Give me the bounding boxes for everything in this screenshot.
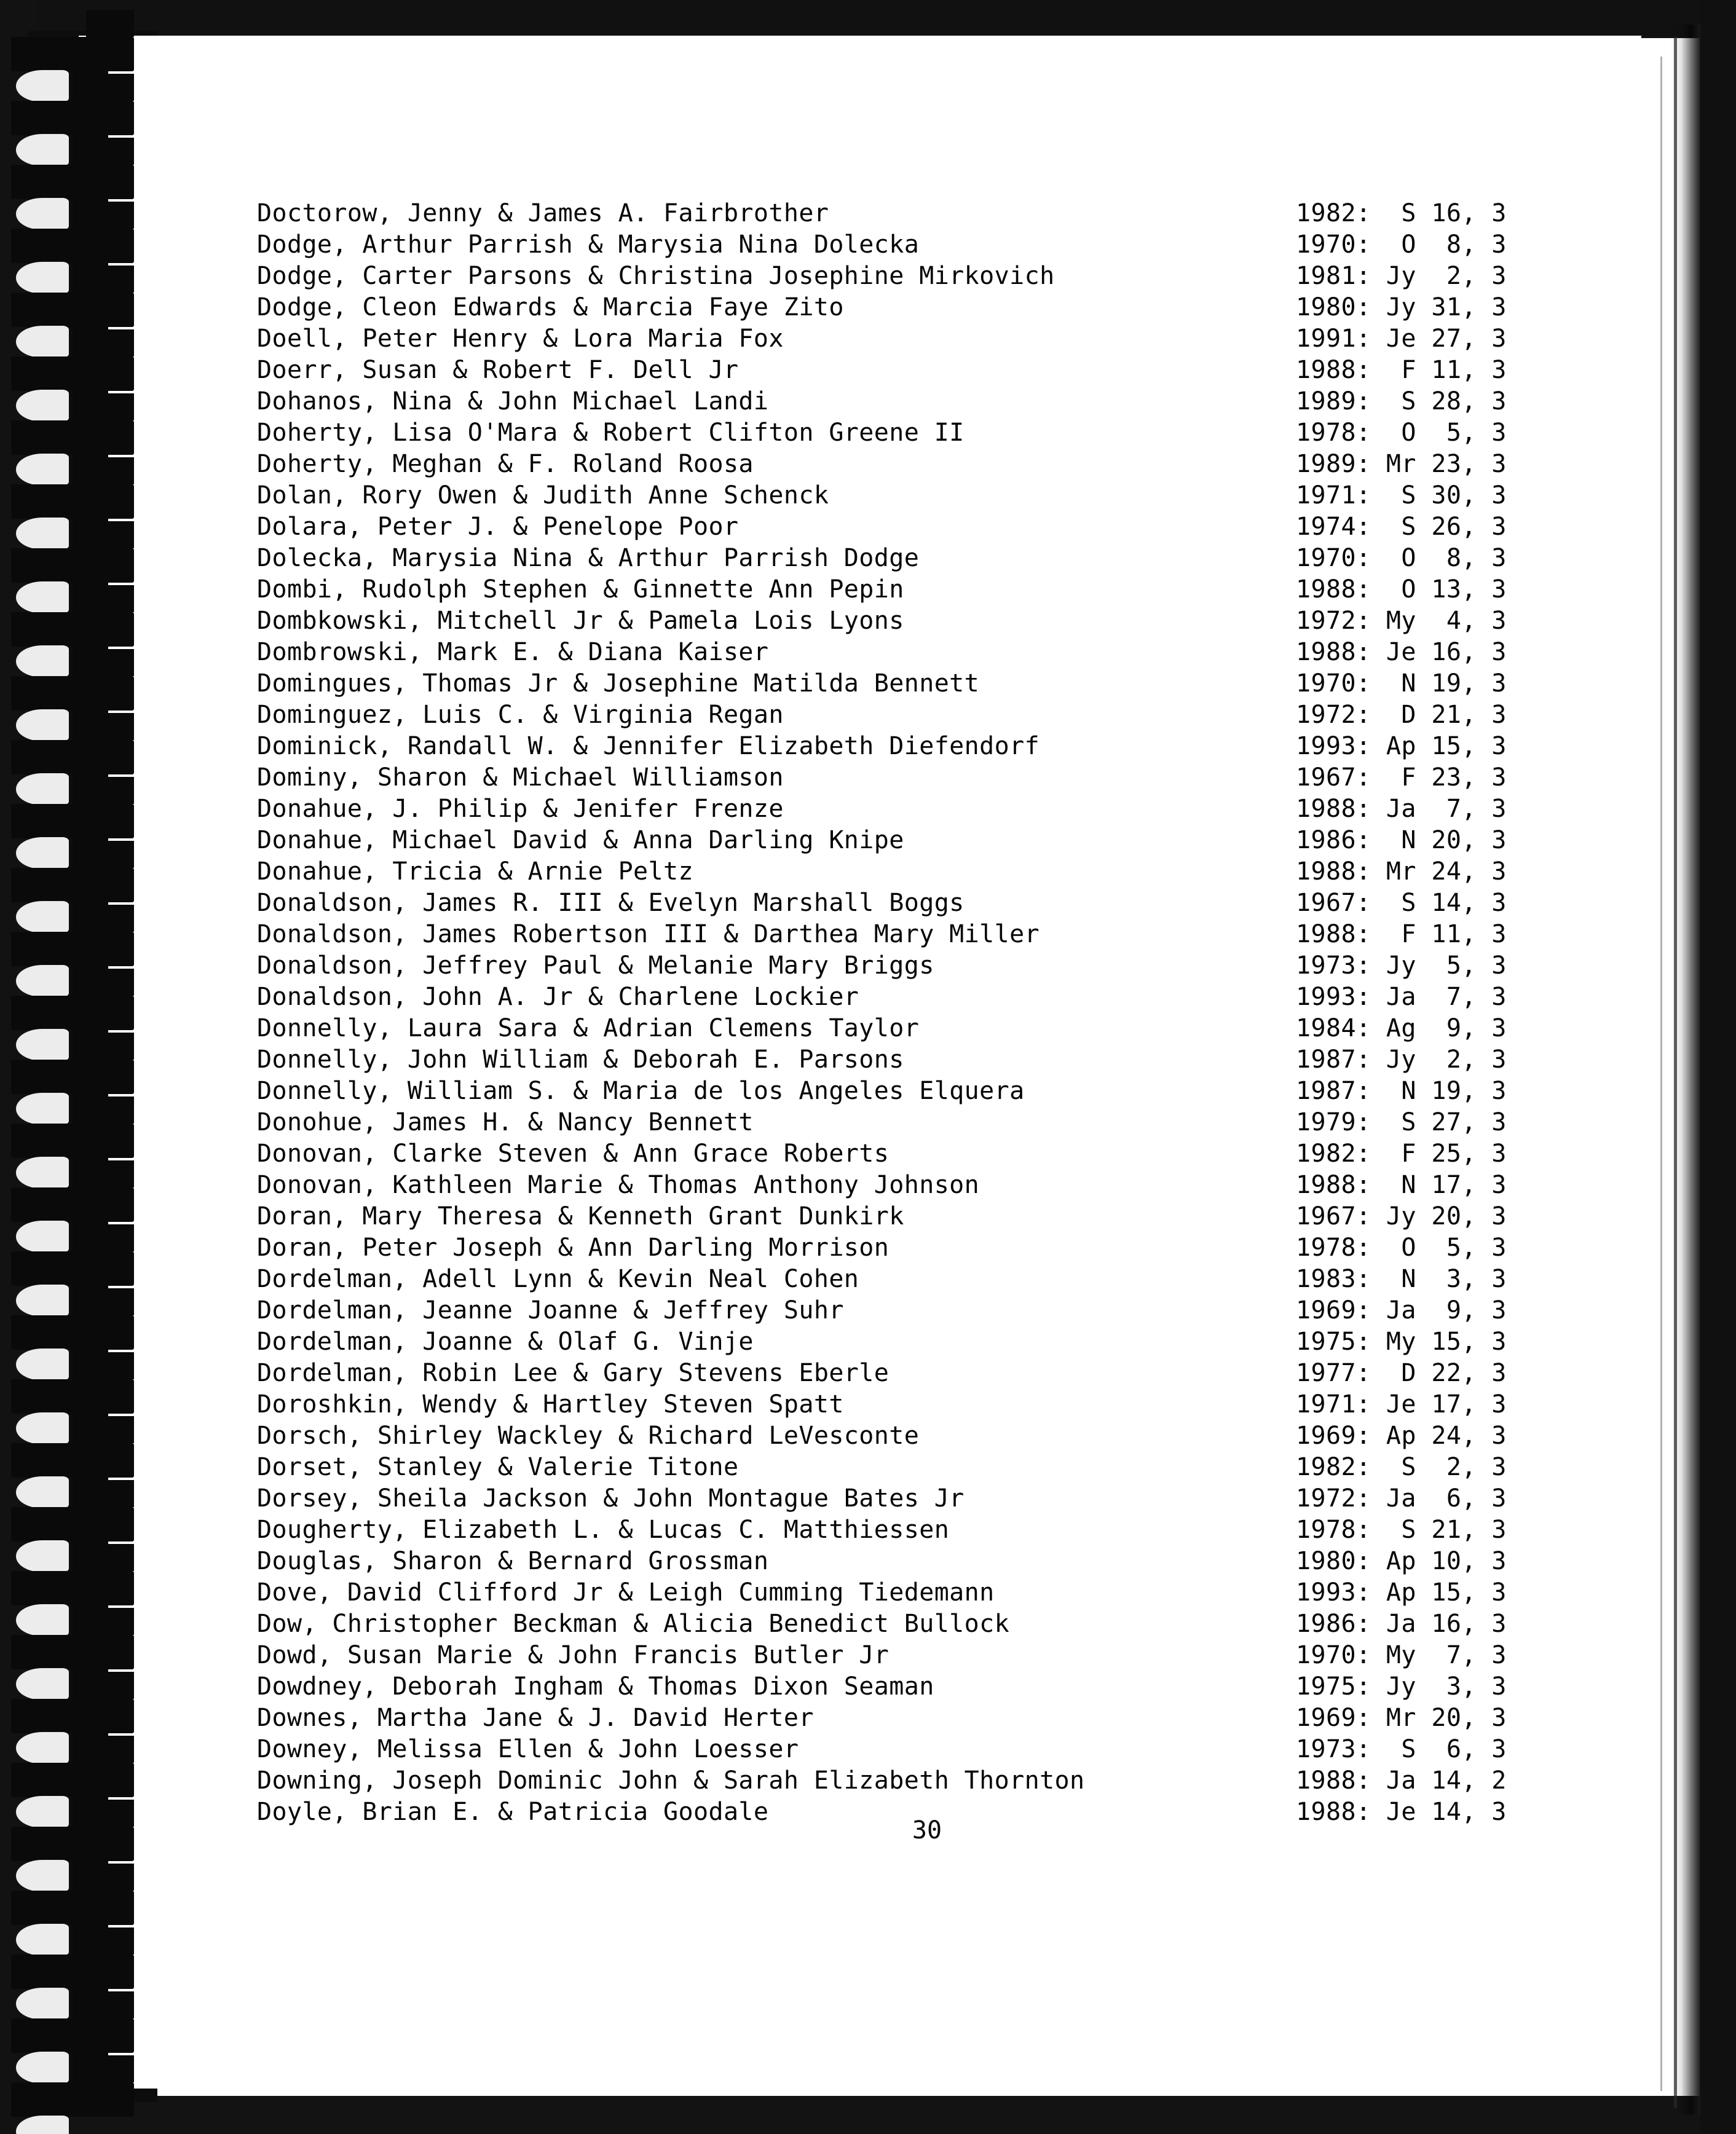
entry-citation: 1982: S 2, 3 [1296, 1453, 1507, 1481]
entry-citation: 1981: Jy 2, 3 [1296, 262, 1507, 290]
binding-tooth [11, 1124, 134, 1158]
entry-row [257, 982, 1597, 1013]
entry-citation: 1988: Je 14, 3 [1296, 1798, 1507, 1826]
binding-hole [16, 70, 69, 102]
entry-row [257, 417, 1597, 449]
entry-row [257, 793, 1597, 825]
entry-name: Donovan, Kathleen Marie & Thomas Anthony Johnson [257, 1171, 980, 1199]
binding-hole [16, 1988, 69, 2020]
entry-row [257, 229, 1597, 261]
entry-row [257, 668, 1597, 699]
entry-citation: 1969: Ja 9, 3 [1296, 1296, 1507, 1325]
entry-name: Dorset, Stanley & Valerie Titone [257, 1453, 739, 1481]
entry-name: Dodge, Arthur Parrish & Marysia Nina Dolecka [257, 230, 920, 259]
entry-name: Dow, Christopher Beckman & Alicia Benedict Bullock [257, 1610, 1010, 1638]
entry-row [257, 323, 1597, 355]
page-edge-line [1674, 37, 1677, 2108]
entry-citation: 1970: My 7, 3 [1296, 1641, 1507, 1669]
entry-row [257, 950, 1597, 982]
entry-name: Dordelman, Robin Lee & Gary Stevens Eberle [257, 1359, 890, 1387]
binding-tooth [11, 1955, 134, 1989]
entry-citation: 1988: O 13, 3 [1296, 575, 1507, 604]
entry-name: Dowdney, Deborah Ingham & Thomas Dixon Seaman [257, 1672, 934, 1701]
entry-name: Doctorow, Jenny & James A. Fairbrother [257, 199, 829, 227]
scan-border-bottom [0, 2096, 1736, 2134]
binding-tooth [11, 1251, 134, 1286]
binding-hole [16, 1285, 69, 1317]
binding-tooth [11, 165, 134, 199]
binding-tooth [11, 932, 134, 966]
entry-row [257, 1264, 1597, 1295]
entry-row [257, 637, 1597, 668]
binding-tooth [11, 2018, 134, 2053]
entry-row [257, 1546, 1597, 1577]
entry-name: Dolan, Rory Owen & Judith Anne Schenck [257, 481, 829, 510]
binding-hole [16, 581, 69, 613]
entry-name: Dodge, Cleon Edwards & Marcia Faye Zito [257, 293, 844, 321]
binding-hole [16, 326, 69, 358]
binding-hole [16, 645, 69, 677]
entry-name: Donahue, Michael David & Anna Darling Knipe [257, 826, 904, 854]
entry-name: Dombrowski, Mark E. & Diana Kaiser [257, 638, 769, 666]
entry-name: Dordelman, Jeanne Joanne & Jeffrey Suhr [257, 1296, 844, 1325]
entry-row [257, 1483, 1597, 1514]
entry-citation: 1989: Mr 23, 3 [1296, 450, 1507, 478]
entry-row [257, 1514, 1597, 1546]
binding-hole [16, 1604, 69, 1636]
entry-row [257, 261, 1597, 292]
entry-row [257, 1389, 1597, 1420]
binding-hole [16, 1668, 69, 1700]
binding-hole [16, 901, 69, 933]
binding-hole [16, 2052, 69, 2084]
binding-tooth [11, 101, 134, 135]
entry-name: Dodge, Carter Parsons & Christina Josephine Mirkovich [257, 262, 1055, 290]
entry-citation: 1971: Je 17, 3 [1296, 1390, 1507, 1419]
binding-hole [16, 1412, 69, 1444]
entry-citation: 1983: N 3, 3 [1296, 1265, 1507, 1293]
entry-citation: 1977: D 22, 3 [1296, 1359, 1507, 1387]
entry-citation: 1969: Ap 24, 3 [1296, 1422, 1507, 1450]
entry-citation: 1980: Jy 31, 3 [1296, 293, 1507, 321]
binding-tooth [11, 740, 134, 774]
binding-tooth [11, 1891, 134, 1925]
binding-hole [16, 1029, 69, 1061]
entry-name: Donnelly, William S. & Maria de los Angeles Elquera [257, 1077, 1025, 1105]
binding-tooth [11, 356, 134, 391]
entry-citation: 1979: S 27, 3 [1296, 1108, 1507, 1136]
entry-citation: 1970: O 8, 3 [1296, 544, 1507, 572]
binding-tooth [11, 548, 134, 583]
binding-tooth [11, 420, 134, 455]
binding-hole [16, 134, 69, 166]
entry-row [257, 1765, 1597, 1797]
binding-tooth [11, 37, 134, 71]
entry-name: Donnelly, Laura Sara & Adrian Clemens Taylor [257, 1014, 920, 1042]
entry-citation: 1982: F 25, 3 [1296, 1140, 1507, 1168]
binding-tooth [11, 293, 134, 327]
entry-row [257, 888, 1597, 919]
binding-hole [16, 1476, 69, 1508]
entry-citation: 1988: Je 16, 3 [1296, 638, 1507, 666]
entry-row [257, 1044, 1597, 1076]
entry-citation: 1970: O 8, 3 [1296, 230, 1507, 259]
entry-name: Donohue, James H. & Nancy Bennett [257, 1108, 754, 1136]
entry-name: Downing, Joseph Dominic John & Sarah Elizabeth Thornton [257, 1766, 1085, 1795]
binding-tooth [11, 2082, 134, 2117]
binding-tooth [11, 1187, 134, 1222]
entry-name: Doherty, Lisa O'Mara & Robert Clifton Greene II [257, 419, 965, 447]
entry-row [257, 198, 1597, 229]
entry-name: Dominick, Randall W. & Jennifer Elizabeth Diefendorf [257, 732, 1040, 760]
entry-row [257, 1577, 1597, 1608]
entry-citation: 1988: Ja 14, 2 [1296, 1766, 1507, 1795]
entry-name: Doran, Peter Joseph & Ann Darling Morrison [257, 1234, 890, 1262]
entry-citation: 1989: S 28, 3 [1296, 387, 1507, 415]
entry-row [257, 480, 1597, 511]
entry-row [257, 1734, 1597, 1765]
entry-row [257, 1420, 1597, 1452]
entry-row [257, 1358, 1597, 1389]
entry-row [257, 1608, 1597, 1640]
entry-row [257, 1640, 1597, 1671]
entry-name: Donnelly, John William & Deborah E. Parsons [257, 1045, 904, 1074]
entry-citation: 1988: F 11, 3 [1296, 920, 1507, 948]
binding-tooth [11, 868, 134, 902]
entry-name: Dordelman, Adell Lynn & Kevin Neal Cohen [257, 1265, 859, 1293]
entry-name: Dougherty, Elizabeth L. & Lucas C. Matthiessen [257, 1516, 950, 1544]
binding-tooth [11, 1060, 134, 1094]
entry-citation: 1969: Mr 20, 3 [1296, 1704, 1507, 1732]
entry-row [257, 1703, 1597, 1734]
entry-row [257, 386, 1597, 417]
entry-name: Douglas, Sharon & Bernard Grossman [257, 1547, 769, 1575]
entry-row [257, 449, 1597, 480]
entry-row [257, 1076, 1597, 1107]
binding-hole [16, 198, 69, 230]
binding-hole [16, 773, 69, 805]
entry-citation: 1971: S 30, 3 [1296, 481, 1507, 510]
entry-citation: 1967: S 14, 3 [1296, 889, 1507, 917]
entry-row [257, 919, 1597, 950]
entry-row [257, 1671, 1597, 1703]
entry-name: Doroshkin, Wendy & Hartley Steven Spatt [257, 1390, 844, 1419]
entry-citation: 1972: Ja 6, 3 [1296, 1484, 1507, 1513]
scan-border-right [1700, 0, 1736, 2134]
binding-hole [16, 1540, 69, 1572]
entry-name: Doell, Peter Henry & Lora Maria Fox [257, 325, 784, 353]
entry-name: Dominguez, Luis C. & Virginia Regan [257, 701, 784, 729]
binding-hole [16, 1860, 69, 1892]
entry-citation: 1986: Ja 16, 3 [1296, 1610, 1507, 1638]
entry-name: Dordelman, Joanne & Olaf G. Vinje [257, 1328, 754, 1356]
binding-tooth [11, 1571, 134, 1605]
entry-name: Doerr, Susan & Robert F. Dell Jr [257, 356, 739, 384]
entry-row [257, 1170, 1597, 1201]
binding-tooth [11, 1507, 134, 1541]
binding-hole [16, 454, 69, 486]
entry-row [257, 511, 1597, 543]
entry-citation: 1978: O 5, 3 [1296, 419, 1507, 447]
binding-hole [16, 1157, 69, 1189]
binding-tooth [11, 1699, 134, 1733]
binding-tooth [11, 1763, 134, 1797]
binding-hole [16, 1093, 69, 1125]
entry-row [257, 825, 1597, 856]
binding-tooth [11, 229, 134, 263]
entry-citation: 1975: My 15, 3 [1296, 1328, 1507, 1356]
entry-citation: 1988: Mr 24, 3 [1296, 857, 1507, 886]
entry-citation: 1972: My 4, 3 [1296, 607, 1507, 635]
entry-citation: 1967: Jy 20, 3 [1296, 1202, 1507, 1230]
entry-name: Dorsch, Shirley Wackley & Richard LeVesconte [257, 1422, 920, 1450]
entry-name: Donahue, J. Philip & Jenifer Frenze [257, 795, 784, 823]
entry-row [257, 1013, 1597, 1044]
binding-tooth [11, 1315, 134, 1350]
binding-hole [16, 709, 69, 741]
binding-hole [16, 1221, 69, 1253]
entry-citation: 1987: Jy 2, 3 [1296, 1045, 1507, 1074]
entry-row [257, 574, 1597, 605]
entry-citation: 1984: Ag 9, 3 [1296, 1014, 1507, 1042]
entry-name: Dominy, Sharon & Michael Williamson [257, 763, 784, 792]
binding-hole [16, 1349, 69, 1380]
page-edge-line-secondary [1660, 57, 1662, 2091]
entry-citation: 1978: S 21, 3 [1296, 1516, 1507, 1544]
entry-citation: 1988: Ja 7, 3 [1296, 795, 1507, 823]
entry-citation: 1980: Ap 10, 3 [1296, 1547, 1507, 1575]
entry-row [257, 1295, 1597, 1326]
entry-name: Doyle, Brian E. & Patricia Goodale [257, 1798, 769, 1826]
entry-row [257, 856, 1597, 888]
binding-tooth [11, 1827, 134, 1861]
entry-name: Dorsey, Sheila Jackson & John Montague Bates Jr [257, 1484, 965, 1513]
entry-citation: 1993: Ap 15, 3 [1296, 1578, 1507, 1607]
entry-name: Donaldson, James R. III & Evelyn Marshall Boggs [257, 889, 965, 917]
entry-name: Domingues, Thomas Jr & Josephine Matilda Bennett [257, 669, 980, 698]
binding-hole [16, 1796, 69, 1828]
entry-citation: 1975: Jy 3, 3 [1296, 1672, 1507, 1701]
binding-tooth [11, 804, 134, 838]
binding-tooth [11, 1635, 134, 1669]
entry-row [257, 1452, 1597, 1483]
binding-hole [16, 965, 69, 997]
entry-row [257, 1232, 1597, 1264]
binding-tooth [11, 1379, 134, 1414]
entry-name: Doran, Mary Theresa & Kenneth Grant Dunkirk [257, 1202, 904, 1230]
page-number: 30 [912, 1816, 942, 1845]
binding-tooth [11, 612, 134, 647]
binding-tooth [11, 676, 134, 711]
entry-row [257, 1326, 1597, 1358]
entry-citation: 1987: N 19, 3 [1296, 1077, 1507, 1105]
entry-row [257, 762, 1597, 793]
entry-row [257, 731, 1597, 762]
entry-citation: 1973: S 6, 3 [1296, 1735, 1507, 1763]
entry-citation: 1967: F 23, 3 [1296, 763, 1507, 792]
entry-citation: 1988: F 11, 3 [1296, 356, 1507, 384]
entry-name: Donaldson, James Robertson III & Darthea Mary Miller [257, 920, 1040, 948]
entry-row [257, 1107, 1597, 1138]
entry-row [257, 699, 1597, 731]
spiral-binding [0, 37, 166, 2096]
binding-hole [16, 262, 69, 294]
entry-name: Downey, Melissa Ellen & John Loesser [257, 1735, 799, 1763]
entry-citation: 1973: Jy 5, 3 [1296, 951, 1507, 980]
entry-citation: 1993: Ap 15, 3 [1296, 732, 1507, 760]
entry-name: Dombkowski, Mitchell Jr & Pamela Lois Lyons [257, 607, 904, 635]
entry-citation: 1986: N 20, 3 [1296, 826, 1507, 854]
entry-name: Dombi, Rudolph Stephen & Ginnette Ann Pepin [257, 575, 904, 604]
entry-list [257, 198, 1597, 1828]
entry-row [257, 355, 1597, 386]
entry-row [257, 543, 1597, 574]
binding-hole [16, 837, 69, 869]
entry-citation: 1972: D 21, 3 [1296, 701, 1507, 729]
entry-row [257, 292, 1597, 323]
binding-hole [16, 1924, 69, 1956]
entry-citation: 1982: S 16, 3 [1296, 199, 1507, 227]
entry-row [257, 1201, 1597, 1232]
entry-citation: 1974: S 26, 3 [1296, 513, 1507, 541]
binding-hole [16, 518, 69, 549]
entry-name: Donaldson, Jeffrey Paul & Melanie Mary Briggs [257, 951, 934, 980]
entry-name: Dove, David Clifford Jr & Leigh Cumming Tiedemann [257, 1578, 995, 1607]
entry-name: Doherty, Meghan & F. Roland Roosa [257, 450, 754, 478]
entry-name: Donovan, Clarke Steven & Ann Grace Roberts [257, 1140, 890, 1168]
entry-citation: 1993: Ja 7, 3 [1296, 983, 1507, 1011]
binding-tooth [11, 484, 134, 519]
entry-name: Dohanos, Nina & John Michael Landi [257, 387, 769, 415]
entry-name: Dowd, Susan Marie & John Francis Butler Jr [257, 1641, 890, 1669]
binding-tooth [11, 996, 134, 1030]
binding-hole [16, 1732, 69, 1764]
scan-border-top [0, 0, 1736, 38]
binding-hole [16, 390, 69, 422]
binding-tooth [11, 1443, 134, 1478]
entry-name: Dolecka, Marysia Nina & Arthur Parrish Dodge [257, 544, 920, 572]
entry-name: Donaldson, John A. Jr & Charlene Lockier [257, 983, 859, 1011]
entry-row [257, 605, 1597, 637]
entry-name: Donahue, Tricia & Arnie Peltz [257, 857, 693, 886]
entry-name: Downes, Martha Jane & J. David Herter [257, 1704, 814, 1732]
entry-name: Dolara, Peter J. & Penelope Poor [257, 513, 739, 541]
entry-citation: 1970: N 19, 3 [1296, 669, 1507, 698]
entry-citation: 1991: Je 27, 3 [1296, 325, 1507, 353]
entry-row [257, 1138, 1597, 1170]
entry-citation: 1978: O 5, 3 [1296, 1234, 1507, 1262]
entry-citation: 1988: N 17, 3 [1296, 1171, 1507, 1199]
